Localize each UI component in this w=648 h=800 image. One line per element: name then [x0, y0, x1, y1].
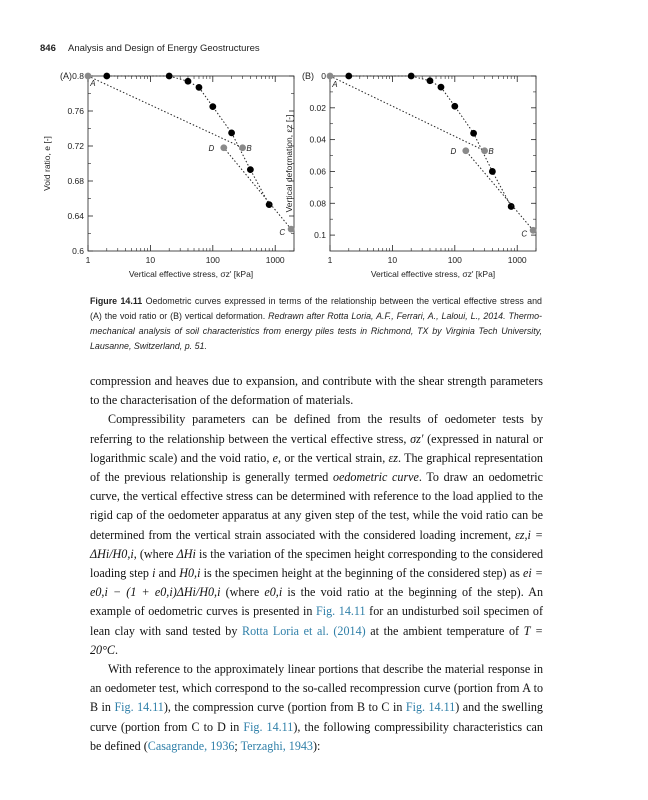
- x-tick-label: 10: [387, 255, 398, 265]
- link-terzaghi-1943[interactable]: Terzaghi, 1943: [240, 738, 313, 753]
- y-tick-label: 0.6: [72, 246, 84, 256]
- point-annotation: D: [208, 143, 215, 153]
- y-tick-label: 0.8: [72, 71, 84, 81]
- link-fig-14-11[interactable]: Fig. 14.11: [114, 700, 164, 715]
- link-rotta-loria-2014[interactable]: Rotta Loria et al. (2014): [242, 623, 366, 638]
- point-annotation: C: [521, 229, 528, 239]
- y-tick-label: 0.04: [309, 134, 326, 145]
- series-line: [349, 76, 511, 206]
- x-tick-label: 1: [327, 255, 333, 265]
- panel-label: (A): [60, 71, 72, 81]
- link-casagrande-1936[interactable]: Casagrande, 1936: [147, 738, 235, 753]
- body-text: [90, 372, 543, 756]
- panel-a: [42, 71, 295, 279]
- data-point: [451, 103, 458, 110]
- data-point: [481, 147, 488, 154]
- y-tick-label: 0.68: [67, 176, 84, 186]
- x-tick-label: 1000: [265, 255, 285, 265]
- paragraph-1: compression and heaves due to expansion, and contribute with the shear strength parameters to the characterisation of the deformation of materials.: [90, 374, 543, 408]
- link-fig-14-11[interactable]: Fig. 14.11: [243, 719, 294, 734]
- data-point: [239, 144, 246, 151]
- paragraph-3: With reference to the approximately linear portions that describe the material response in an oedometer test, which correspond to the so-called recompression curve (portion from A to B in Fig. 14.11), the compression curve (portion from B to C in Fig. 14.11) and the swelling curve (portion from C to D in Fig. 14.11), the following compressibility characteristics can be defined (Casagrande, 1936; Terzaghi, 1943):: [90, 662, 543, 753]
- running-title: Analysis and Design of Energy Geostructures: [67, 43, 260, 54]
- figure-caption: [90, 294, 542, 354]
- series-line: [330, 76, 485, 151]
- figure-14-11: [40, 64, 620, 294]
- y-tick-label: 0.64: [67, 211, 84, 221]
- y-tick-label: 0.72: [67, 141, 84, 151]
- y-tick-label: 0.06: [309, 166, 326, 177]
- data-point: [427, 77, 434, 84]
- data-point: [408, 73, 415, 80]
- x-tick-label: 10: [145, 255, 156, 265]
- data-point: [166, 73, 173, 80]
- data-point: [438, 84, 445, 91]
- series-line: [466, 151, 533, 231]
- y-tick-label: 0.76: [67, 106, 84, 116]
- data-point: [470, 130, 477, 137]
- link-fig-14-11[interactable]: Fig. 14.11: [316, 604, 366, 619]
- data-point: [508, 203, 515, 210]
- panel-label: (B): [302, 71, 314, 81]
- y-tick-label: 0.08: [309, 198, 326, 209]
- x-tick-label: 100: [447, 255, 462, 265]
- caption-label: Figure 14.11: [90, 296, 143, 306]
- data-point: [220, 144, 227, 151]
- x-tick-label: 1: [85, 255, 91, 265]
- data-point: [185, 78, 192, 85]
- caption-reference: Redrawn after Rotta Loria, A.F., Ferrari, A., Laloui, L., 2014. Thermo-mechanical analysis of soil characteristics from energy piles tests in Richmond, TX by Virginia Tech University, Lausanne, Switzerland, p. 51.: [90, 311, 542, 351]
- data-point: [327, 73, 334, 80]
- data-point: [266, 201, 273, 208]
- series-line: [224, 148, 291, 229]
- y-axis-label: Void ratio, e [-]: [42, 136, 52, 191]
- data-point: [247, 166, 254, 173]
- data-point: [462, 147, 469, 154]
- running-header: [40, 43, 260, 54]
- paragraph-2: Compressibility parameters can be defined from the results of oedometer tests by referring to the relationship between the vertical effective stress, σz′ (expressed in natural or logarithmic scale) and the void ratio, e, or the vertical strain, εz. The graphical representation of the previous relationship is generally termed oedometric curve. To draw an oedometric curve, the vertical effective stress can be determined with reference to the load applied to the rigid cap of the oedometer apparatus at any given step of the test, while the void ratio can be determined from the vertical strain associated with the considered loading increment, εz,i = ΔHi/H0,i, (where ΔHi is the variation of the specimen height corresponding to the considered loading step i and H0,i is the specimen height at the beginning of the considered step) as ei = e0,i − (1 + e0,i)ΔHi/H0,i (where e0,i is the void ratio at the beginning of the step). An example of oedometric curves is presented in Fig. 14.11 for an undisturbed soil specimen of lean clay with sand tested by Rotta Loria et al. (2014) at the ambient temperature of T = 20°C.: [90, 412, 544, 657]
- x-axis-label: Vertical effective stress, σz' [kPa]: [370, 269, 496, 279]
- data-point: [530, 227, 537, 234]
- caption-text: Oedometric curves expressed in terms of the relationship between the vertical effective stress and (A) the void ratio or (B) vertical deformation.: [90, 296, 542, 321]
- x-axis-label: Vertical effective stress, σz' [kPa]: [128, 269, 254, 279]
- data-point: [228, 129, 235, 136]
- x-tick-label: 100: [205, 255, 220, 265]
- data-point: [103, 73, 110, 80]
- x-tick-label: 1000: [507, 255, 527, 265]
- y-axis-label: Vertical deformation, εz [-]: [284, 114, 294, 213]
- data-point: [209, 103, 216, 110]
- data-point: [288, 226, 295, 233]
- point-annotation: B: [246, 143, 252, 153]
- plot-frame: [88, 76, 294, 251]
- y-tick-label: 0: [321, 71, 326, 81]
- plot-frame: [330, 76, 536, 251]
- y-tick-label: 0.1: [314, 230, 326, 241]
- point-annotation: C: [279, 227, 286, 237]
- series-line: [107, 76, 269, 205]
- page-number: 846: [40, 43, 56, 54]
- data-point: [196, 84, 203, 91]
- point-annotation: B: [488, 146, 494, 156]
- panel-b: [284, 71, 537, 279]
- data-point: [489, 168, 496, 175]
- point-annotation: A: [332, 79, 338, 89]
- point-annotation: D: [450, 146, 457, 156]
- y-tick-label: 0.02: [309, 102, 326, 113]
- link-fig-14-11[interactable]: Fig. 14.11: [405, 700, 456, 715]
- term-oedometric-curve: oedometric curve: [332, 470, 419, 485]
- series-line: [88, 76, 243, 148]
- data-point: [345, 73, 352, 80]
- point-annotation: A: [90, 79, 96, 88]
